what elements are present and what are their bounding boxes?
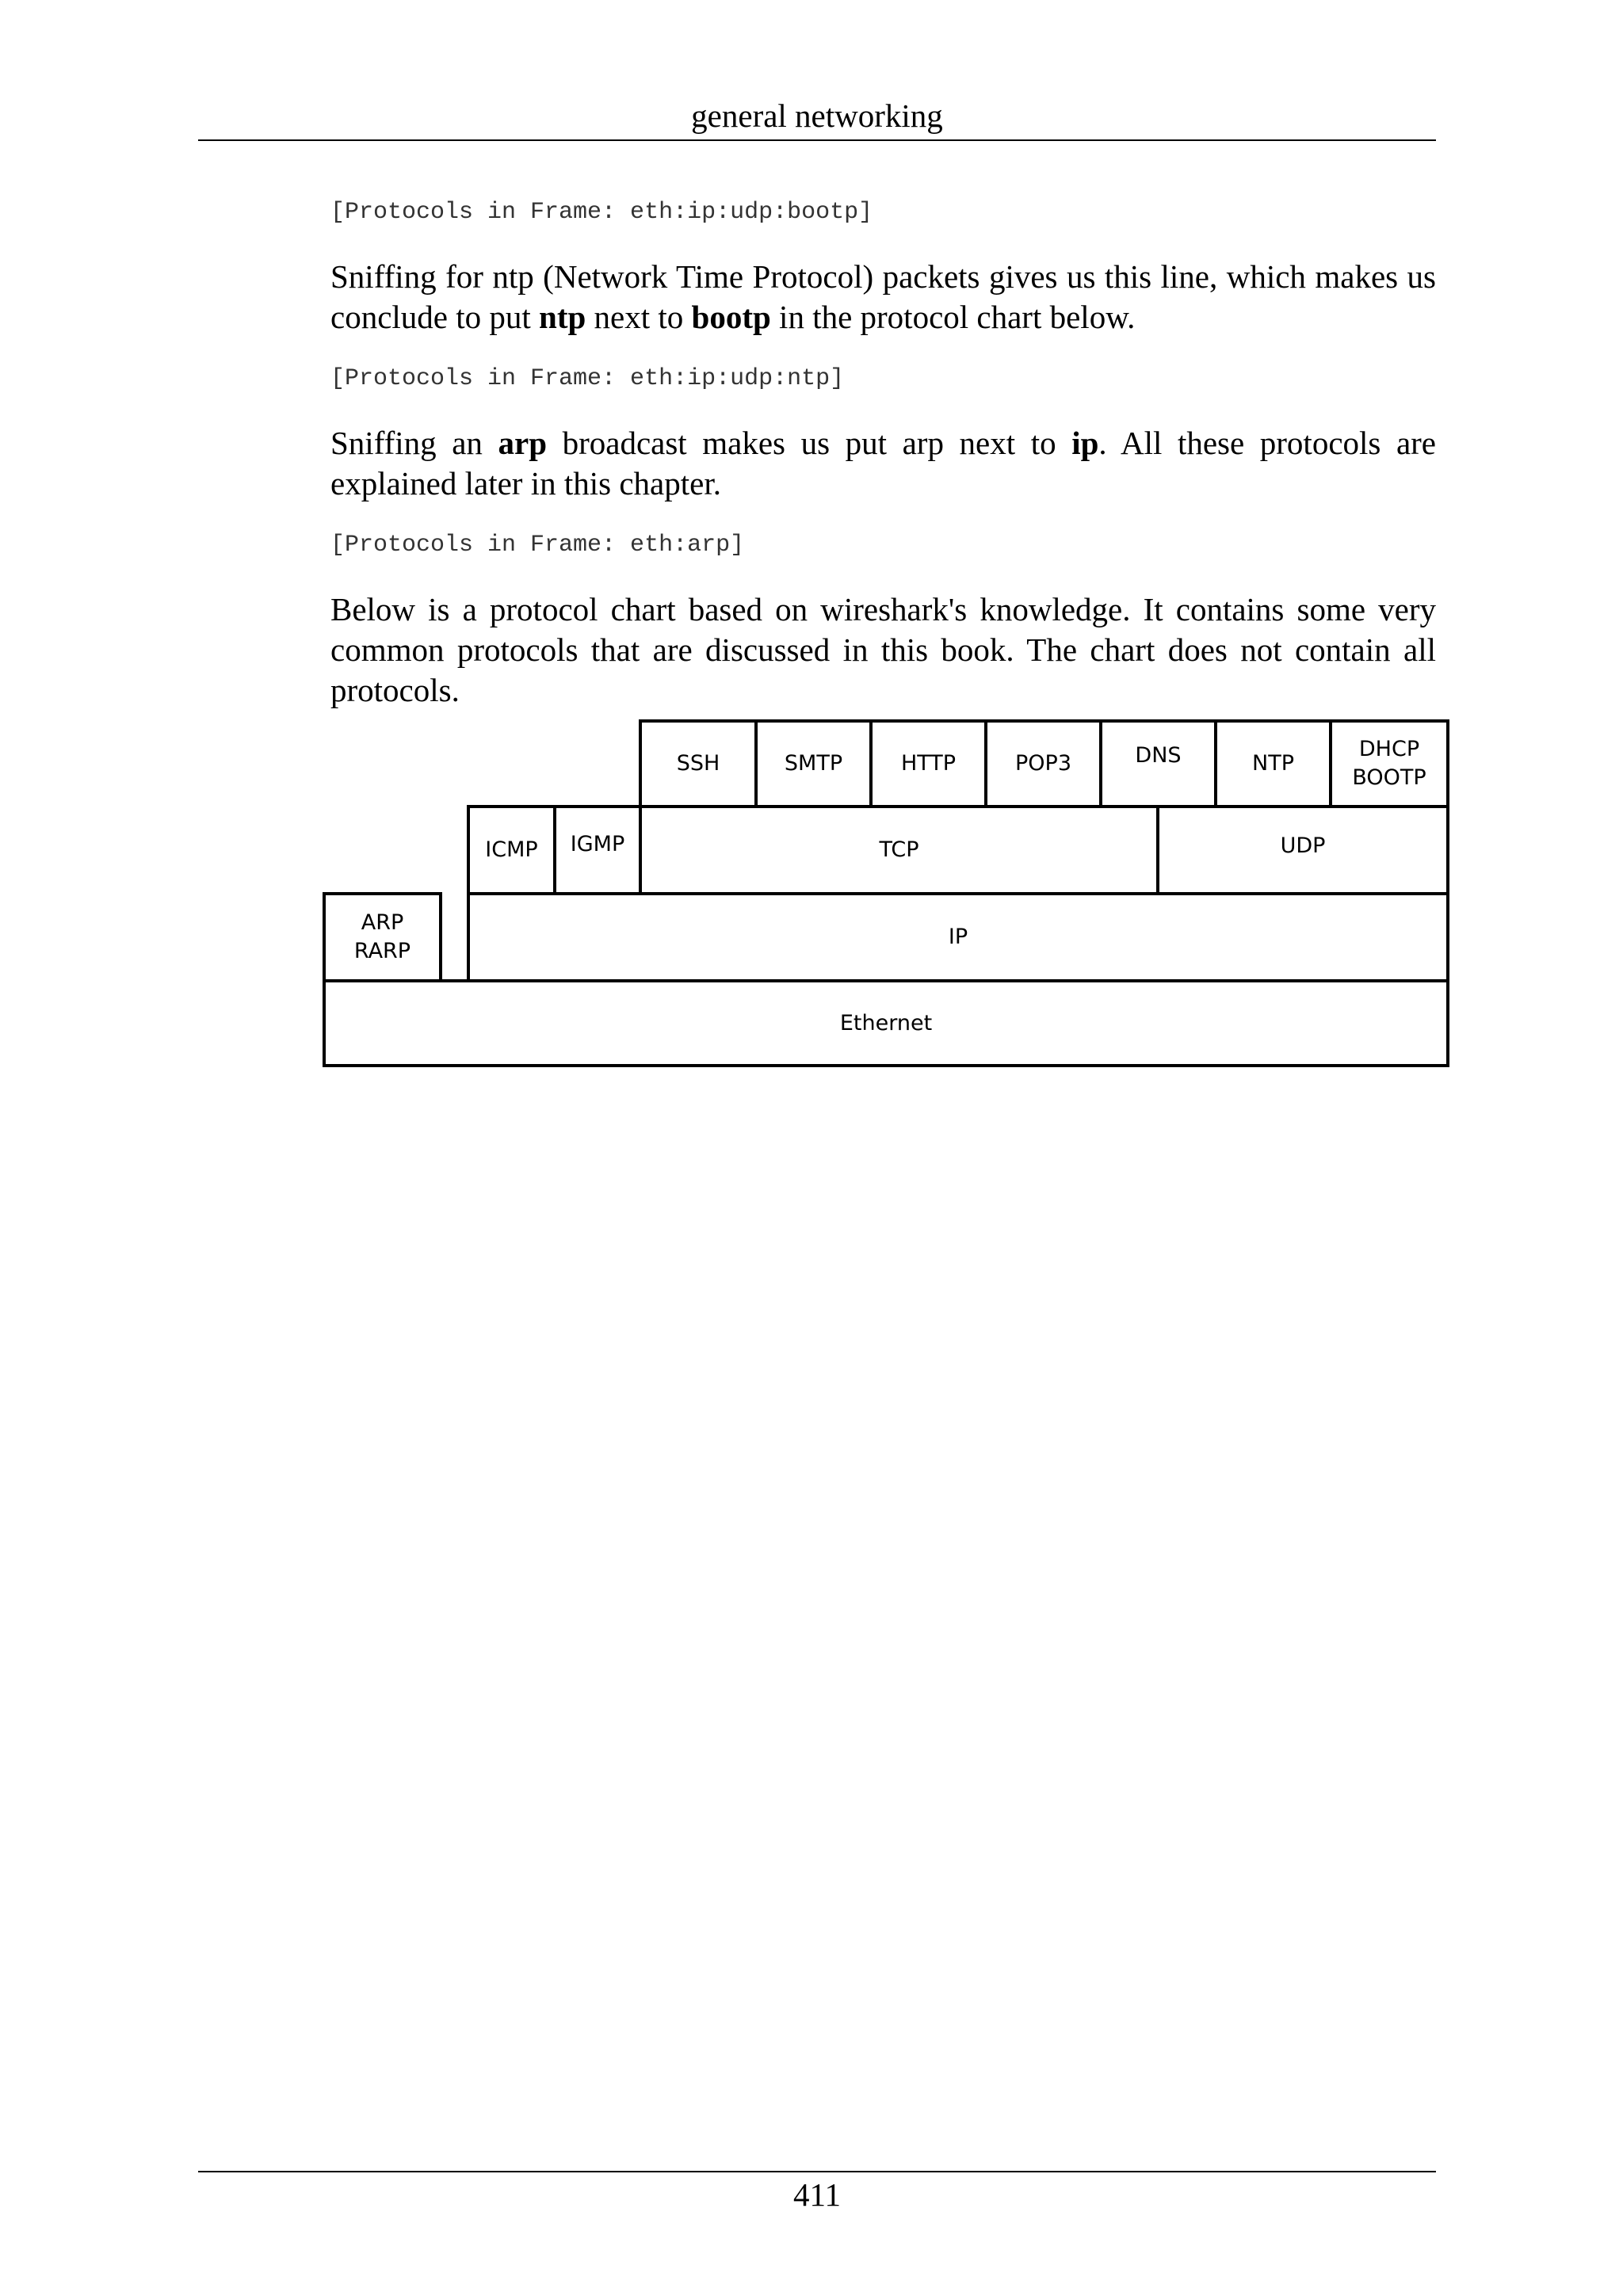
code-line-bootp: [Protocols in Frame: eth:ip:udp:bootp] <box>330 199 873 226</box>
para1-text-3: in the protocol chart below. <box>770 299 1136 335</box>
cell-smtp: SMTP <box>754 719 873 808</box>
dhcp-label: DHCP <box>1358 737 1420 761</box>
arp-label: ARP <box>361 910 404 935</box>
bootp-label: BOOTP <box>1352 765 1426 790</box>
para2-text-3: . All these protocols are explained later in this chapter. <box>330 425 1436 502</box>
cell-arp-rarp <box>323 892 442 982</box>
para1-bold-bootp: bootp <box>691 299 771 335</box>
cell-dhcp-bootp <box>1329 719 1449 808</box>
para1-text-1: Sniffing for ntp (Network Time Protocol) packets gives us this line, which makes us conclude to put <box>330 258 1436 335</box>
cell-pop3: POP3 <box>984 719 1102 808</box>
cell-ntp: NTP <box>1214 719 1332 808</box>
paragraph-chart-intro: Below is a protocol chart based on wireshark's knowledge. It contains some very common protocols that are discussed in this book. The chart does not contain all protocols. <box>330 591 1436 708</box>
code-line-ntp: [Protocols in Frame: eth:ip:udp:ntp] <box>330 365 845 392</box>
code-line-arp: [Protocols in Frame: eth:arp] <box>330 532 745 559</box>
cell-ethernet: Ethernet <box>323 979 1449 1067</box>
cell-ip: IP <box>467 892 1449 982</box>
cell-dns: DNS <box>1099 719 1217 808</box>
para2-text-1: Sniffing an <box>330 425 498 461</box>
cell-icmp: ICMP <box>467 805 556 895</box>
header-rule <box>198 139 1436 141</box>
para1-text-2: next to <box>586 299 692 335</box>
cell-ssh: SSH <box>639 719 758 808</box>
paragraph-arp <box>330 423 1436 504</box>
para2-bold-ip: ip <box>1071 425 1099 461</box>
para2-text-2: broadcast makes us put arp next to <box>547 425 1072 461</box>
cell-igmp: IGMP <box>553 805 642 895</box>
running-header: general networking <box>691 97 943 134</box>
para2-bold-arp: arp <box>498 425 548 461</box>
page-number: 411 <box>793 2176 841 2213</box>
para1-bold-ntp: ntp <box>539 299 586 335</box>
rarp-label: RARP <box>353 939 411 963</box>
paragraph-ntp <box>330 257 1436 338</box>
cell-http: HTTP <box>869 719 987 808</box>
cell-udp: UDP <box>1156 805 1449 895</box>
cell-tcp: TCP <box>639 805 1159 895</box>
